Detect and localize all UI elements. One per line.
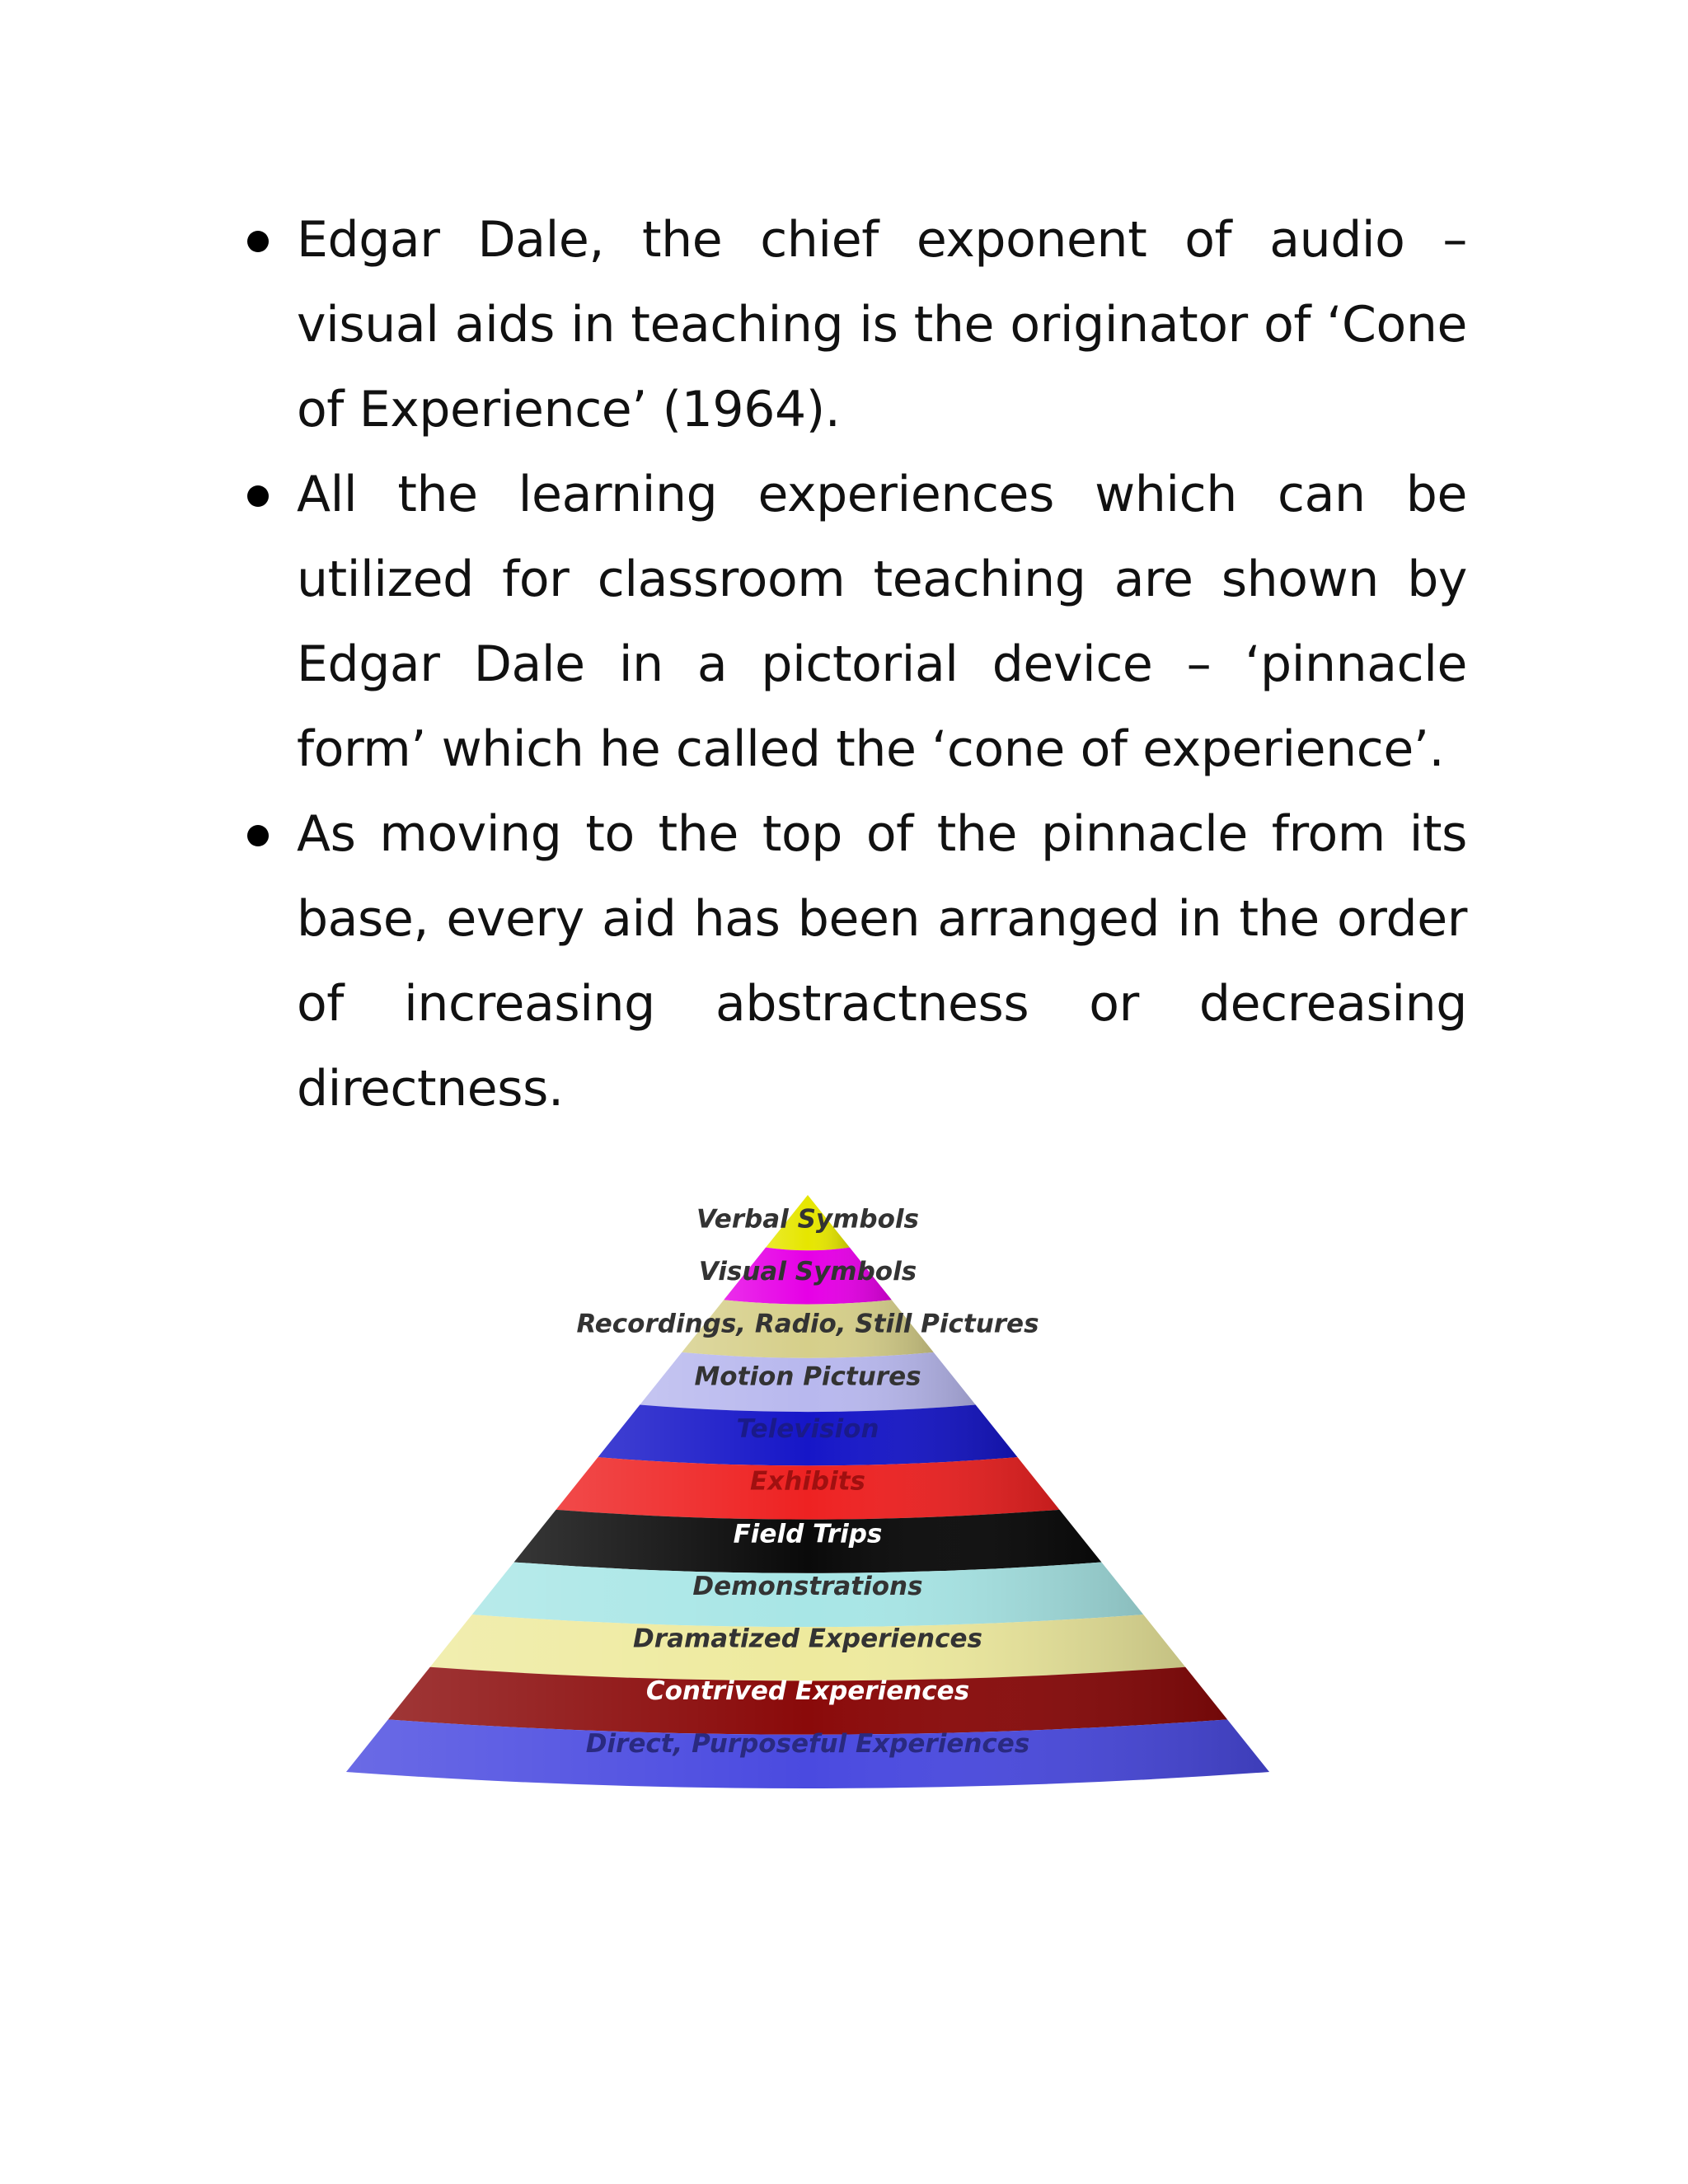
bullet-list <box>247 198 1467 1132</box>
bullet-icon <box>247 825 269 846</box>
cone-level-label: Recordings, Radio, Still Pictures <box>576 1309 1039 1339</box>
bullet-item <box>247 792 1467 1132</box>
bullet-item <box>247 452 1467 792</box>
cone-level-label: Demonstrations <box>692 1571 923 1601</box>
cone-level-label: Verbal Symbols <box>696 1204 919 1235</box>
cone-level-label: Exhibits <box>750 1466 865 1497</box>
bullet-icon <box>247 485 269 507</box>
cone-level-label: Dramatized Experiences <box>633 1624 982 1654</box>
cone-level-label: Field Trips <box>733 1519 883 1549</box>
cone-level-label: Direct, Purposeful Experiences <box>585 1728 1030 1759</box>
cone-of-experience-diagram <box>346 1187 1319 1830</box>
cone-level-label: Contrived Experiences <box>645 1676 970 1707</box>
cone-level-label: Motion Pictures <box>694 1361 921 1392</box>
bullet-icon <box>247 231 269 252</box>
bullet-text: All the learning experiences which can be utilized for classroom teaching are shown by Edgar Dale in a pictorial device – ‘pinnacle form’ which he called the ‘cone of experience’. <box>297 466 1467 778</box>
cone-level-label: Television <box>736 1414 879 1444</box>
cone-level-label: Visual Symbols <box>698 1257 917 1287</box>
bullet-item <box>247 198 1467 452</box>
bullet-text: As moving to the top of the pinnacle from its base, every aid has been arranged in the order of increasing abstractness or decreasing directness. <box>297 805 1467 1118</box>
bullet-text: Edgar Dale, the chief exponent of audio – visual aids in teaching is the originator of ‘Cone of Experience’ (1964). <box>297 211 1467 438</box>
cone-svg <box>346 1187 1319 1830</box>
